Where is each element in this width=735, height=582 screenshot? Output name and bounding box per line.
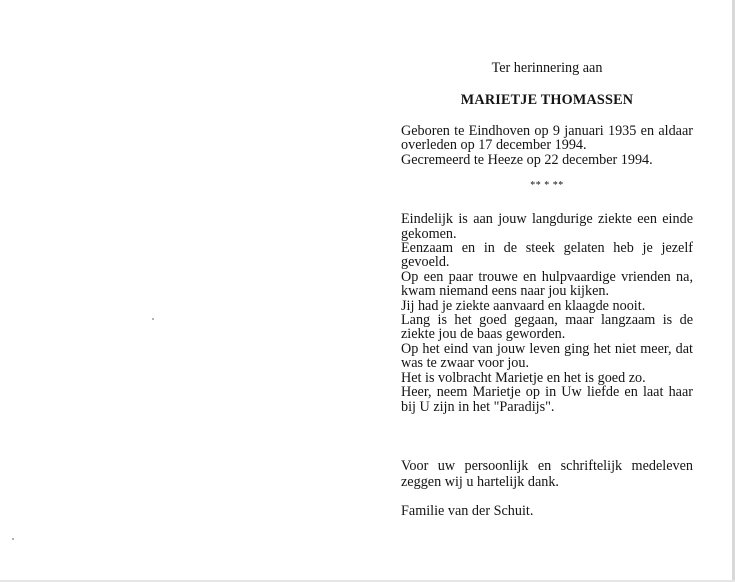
memorial-heading: Ter herinnering aan	[491, 60, 603, 76]
separator-stars: ** * **	[530, 180, 564, 192]
poem-line: Op een paar trouwe en hulpvaardige vrienden na, kwam niemand eens naar jou kijken.	[401, 268, 693, 300]
birth-death-line: Geboren te Eindhoven op 9 januari 1935 en aldaar overleden op 17 december 1994.	[401, 123, 693, 154]
poem-line: Lang is het goed gegaan, maar langzaam is de ziekte jou de baas geworden.	[401, 312, 693, 343]
thanks-message: Voor uw persoonlijk en schriftelijk medeleven zeggen wij u hartelijk dank.	[401, 457, 693, 491]
poem-line: Op het eind van jouw leven ging het niet meer, dat was te zwaar voor jou.	[401, 340, 693, 372]
memorial-text-column	[401, 59, 693, 519]
scan-speck	[152, 318, 154, 320]
life-facts	[401, 124, 693, 167]
family-signature: Familie van der Schuit.	[401, 502, 534, 519]
poem-line: Eenzaam en in de steek gelaten heb je jezelf gevoeld.	[401, 240, 693, 271]
deceased-name: MARIETJE THOMASSEN	[460, 92, 634, 108]
cremation-line: Gecremeerd te Heeze op 22 december 1994.	[401, 151, 653, 168]
poem-line: Heer, neem Marietje op in Uw liefde en laat haar bij U zijn in het "Paradijs".	[401, 384, 693, 415]
poem-line: Het is volbracht Marietje en het is goed zo.	[401, 369, 646, 386]
memorial-poem	[401, 212, 693, 414]
poem-line: Jij had je ziekte aanvaard en klaagde nooit.	[401, 297, 646, 314]
scan-speck	[12, 538, 14, 540]
poem-line: Eindelijk is aan jouw langdurige ziekte een einde gekomen.	[401, 211, 693, 242]
